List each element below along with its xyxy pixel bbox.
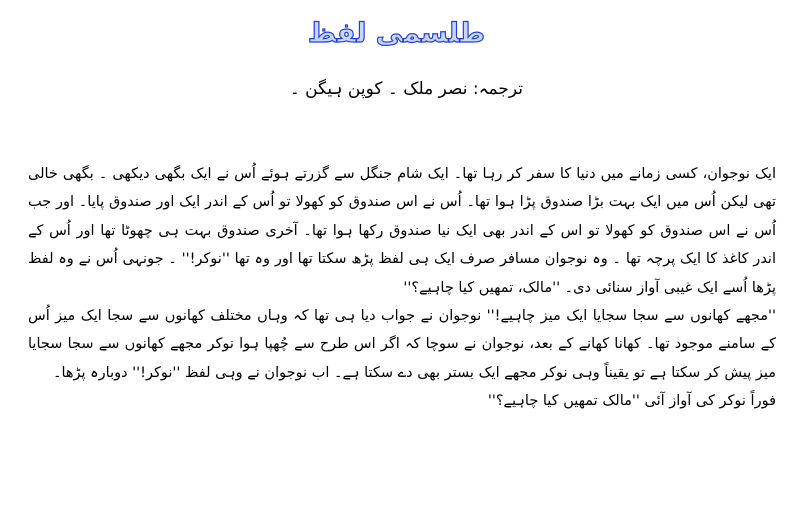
paragraph-3: فوراً نوکر کی آواز آئی ''مالک تمھیں کیا چاہیے؟'' (487, 393, 776, 410)
paragraph-2: ''مجھے کھانوں سے سجا سجایا ایک میز چاہیے!'' نوجوان نے جواب دیا ہی تھا کہ وہاں مختلف کھانوں سے سجا ایک میز اُس کے سامنے موجود تھا۔ کھانا کھانے کے بعد، نوجوان نے سوچا کہ اگر اس طرح سے چُھپا ہوا نوکر مجھے کھانوں سے سجا سجایا میز پیش کر سکتا ہے تو یقیناً وہی نوکر مجھے ایک بستر بھی دے سکتا ہے۔ اب نوجوان نے وہی لفظ ''نوکر!'' دوبارہ پڑھا۔ (28, 308, 776, 381)
story-title: طلسمی لفظ (307, 18, 486, 49)
paragraph-1: ایک نوجوان، کسی زمانے میں دنیا کا سفر کر رہا تھا۔ ایک شام جنگل سے گزرتے ہوئے اُس نے ایک بگھی دیکھی ۔ بگھی خالی تھی لیکن اُس میں ایک بہت بڑا صندوق پڑا ہوا تھا۔ اُس نے اس صندوق کو کھولا تو اُس کے اندر ایک اور صندوق پایا۔ اور جب اُس نے اس صندوق کو کھولا تو اس کے اندر بھی ایک نیا صندوق رکھا ہوا تھا۔ آخری صندوق بہت ہی چھوٹا تھا اور اُس کے اندر کاغذ کا ایک پرچہ تھا ۔ وہ نوجوان مسافر صرف ایک ہی لفظ پڑھ سکتا تھا اور وہ تھا ''نوکر!'' ۔ جونہی اُس نے وہ لفظ پڑھا اُسے ایک غیبی آواز سنائی دی۔ ''مالک، تمھیں کیا چاہیے؟'' (28, 166, 776, 296)
story-body (28, 160, 776, 416)
translator-credit: ترجمہ: نصر ملک ۔ کوپن ہیگن ۔ (289, 79, 523, 99)
